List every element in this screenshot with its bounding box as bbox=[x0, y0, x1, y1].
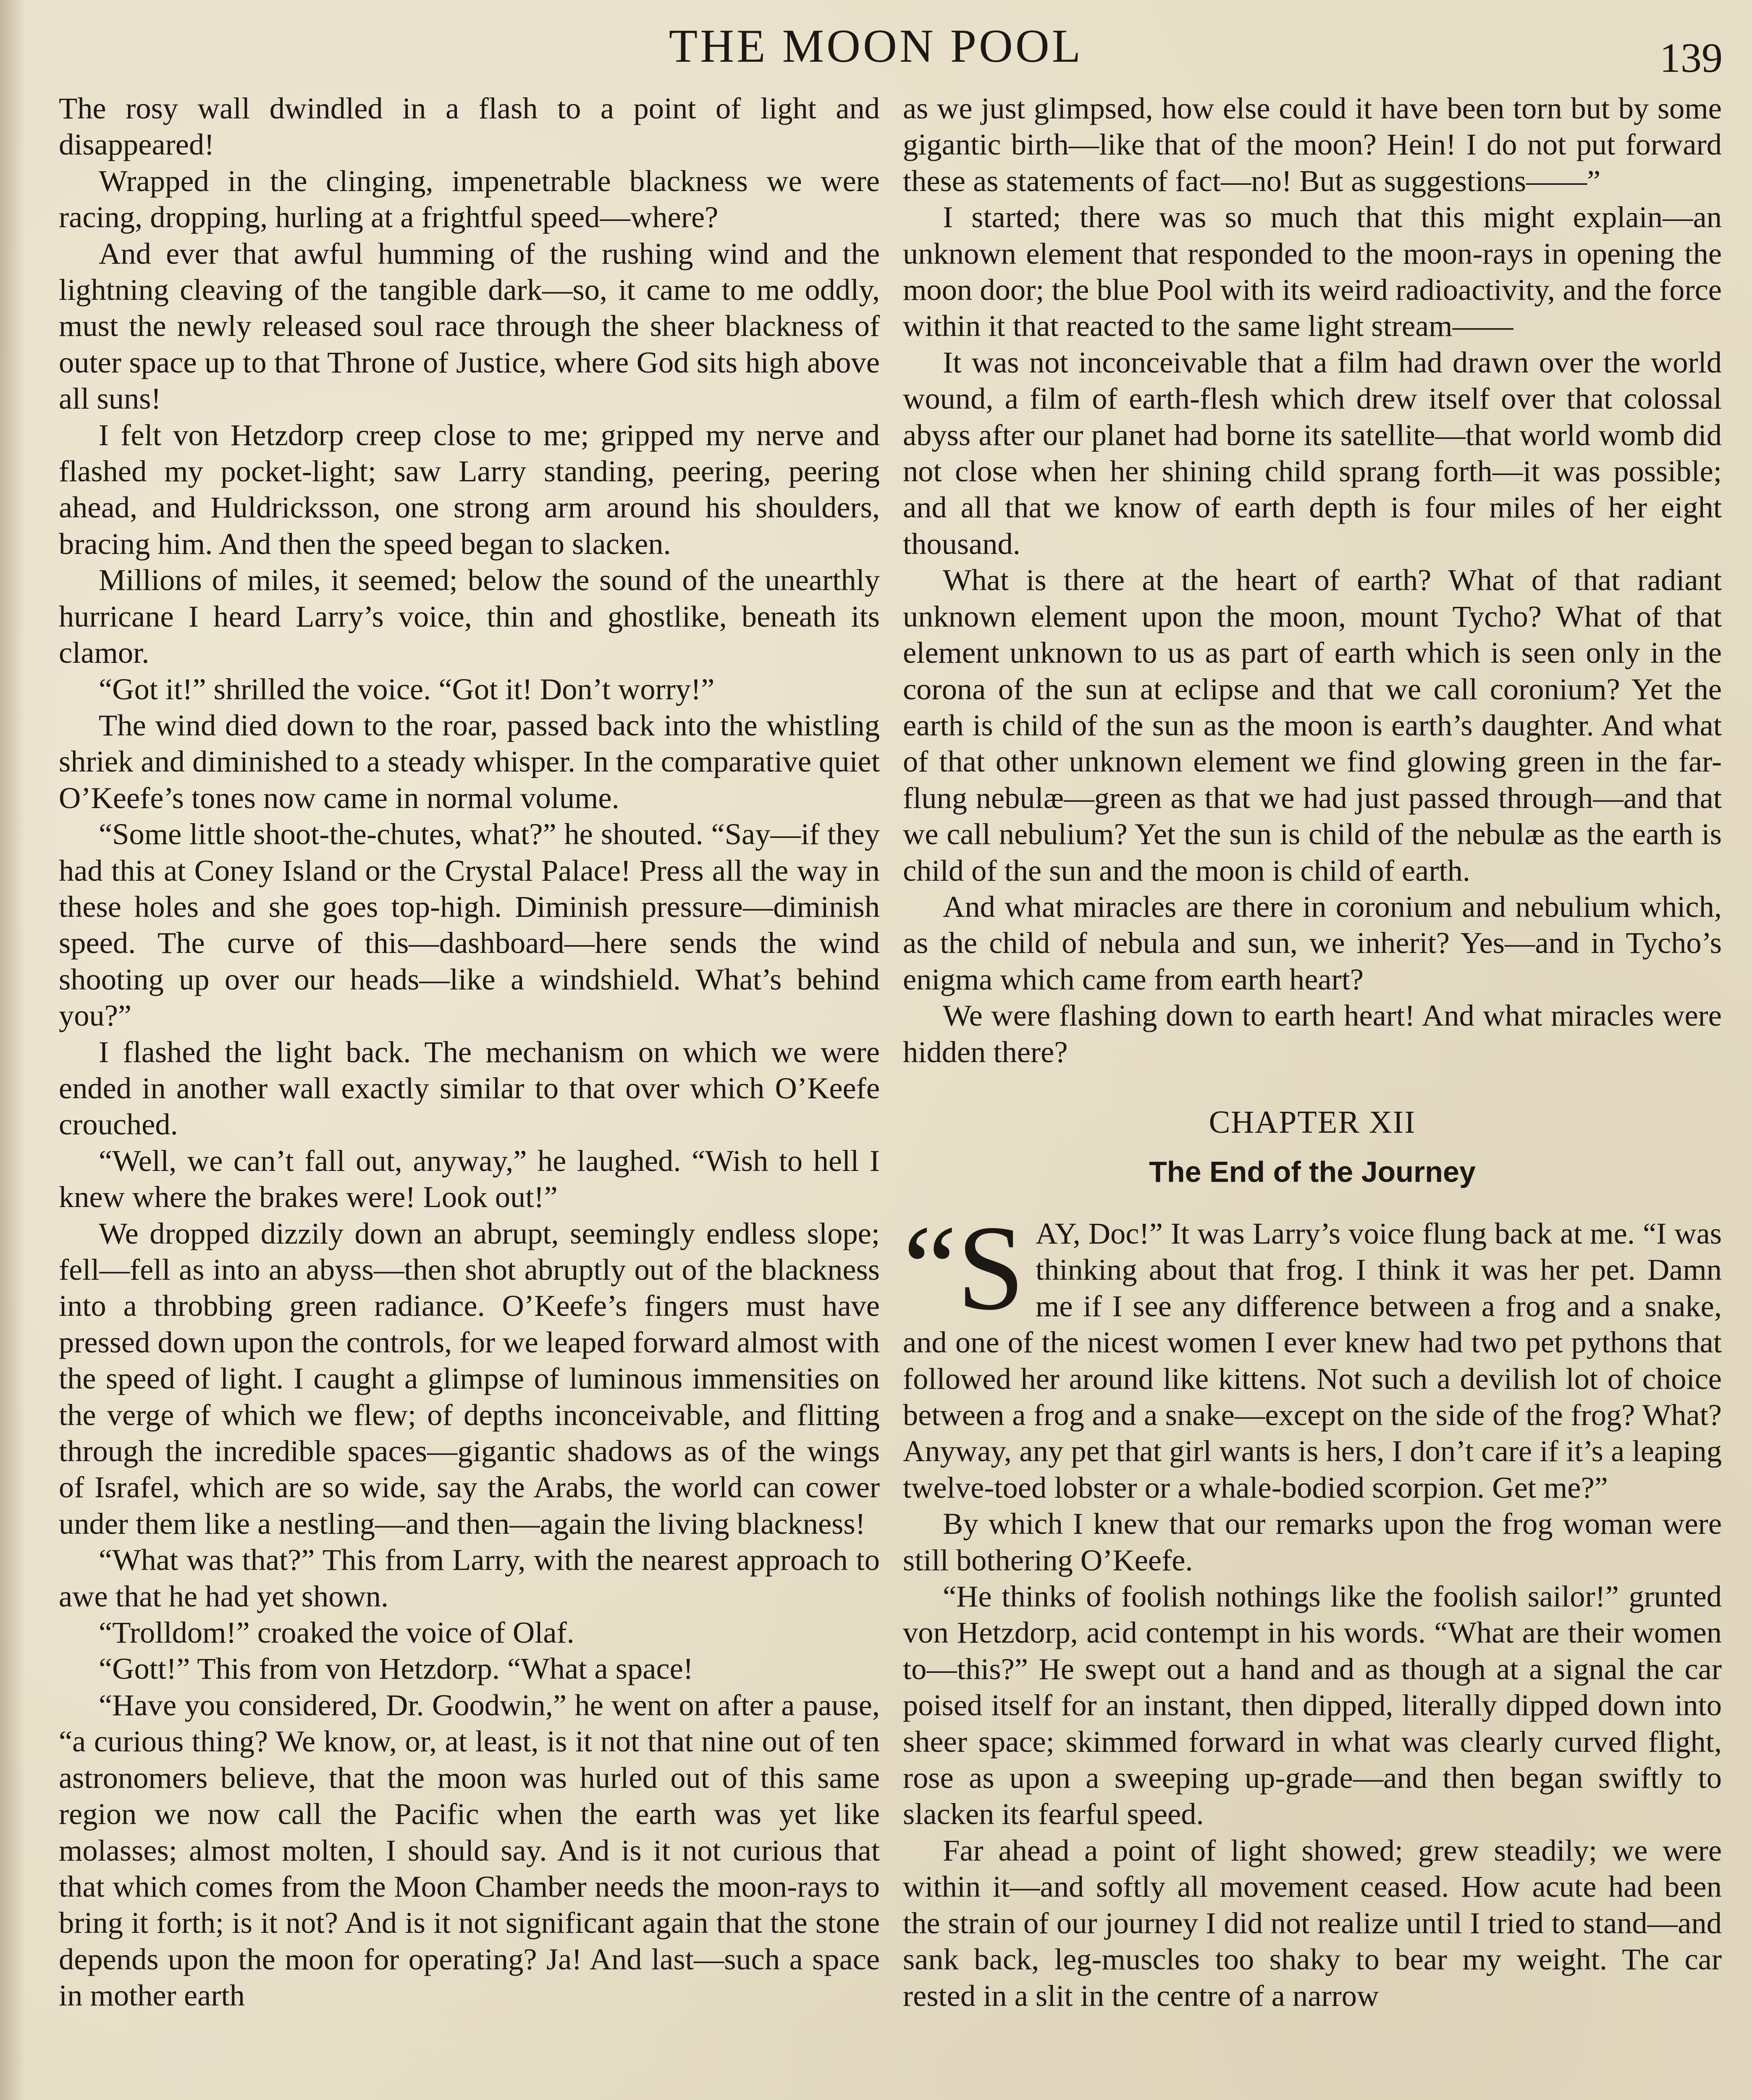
right-column bbox=[903, 90, 1722, 2014]
paragraph: It was not inconceivable that a film had drawn over the world wound, a film of earth-flesh which drew itself over that colossal abyss after our planet had borne its satellite—that world womb did not close when her shining child sprang forth—it was possible; and all that we know of earth depth is four miles of her eight thousand. bbox=[903, 345, 1722, 561]
paragraph: Far ahead a point of light showed; grew steadily; we were within it—and softly all movement ceased. How acute had been the strain of our journey I did not realize until I tried to stand—and sank back, leg-muscles too shaky to bear my weight. The car rested in a slit in the centre of a narrow bbox=[903, 1833, 1722, 2013]
paragraph: as we just glimpsed, how else could it have been torn but by some gigantic birth—like that of the moon? Hein! I do not put forward these as statements of fact—no! But as suggestions——” bbox=[903, 91, 1722, 198]
left-column bbox=[59, 90, 880, 2014]
chapter-opening-paragraph bbox=[903, 1200, 1722, 1506]
paragraph: “What was that?” This from Larry, with the nearest approach to awe that he had yet shown. bbox=[59, 1543, 880, 1613]
paragraph: I felt von Hetzdorp creep close to me; gripped my nerve and flashed my pocket-light; saw Larry standing, peering, peering ahead, and Huldricksson, one strong arm around his shoulders, bracing him. And then the speed began to slacken. bbox=[59, 417, 880, 561]
running-header-title: THE MOON POOL bbox=[669, 20, 1083, 72]
paragraph: We were flashing down to earth heart! And what miracles were hidden there? bbox=[903, 998, 1722, 1069]
paragraph: What is there at the heart of earth? What of that radiant unknown element upon the moon, mount Tycho? What of that element unknown to us as part of earth which is seen only in the corona of the sun at eclipse and that we call coronium? Yet the earth is child of the sun as the moon is earth’s daughter. And what of that other unknown element we find glowing green in the far-flung nebulæ—green as that we had just passed through—and that we call nebulium? Yet the sun is child of the nebulæ as the earth is child of the sun and the moon is child of earth. bbox=[903, 563, 1722, 887]
paragraph: We dropped dizzily down an abrupt, seemingly endless slope; fell—fell as into an abyss—then shot abruptly out of the blackness into a throbbing green radiance. O’Keefe’s fingers must have pressed down upon the controls, for we leaped forward almost with the speed of light. I caught a glimpse of luminous immensities on the verge of which we flew; of depths inconceivable, and flitting through the incredible spaces—gigantic shadows as of the wings of Israfel, which are so wide, say the Arabs, the world can cower under them like a nestling—and then—again the living blackness! bbox=[59, 1216, 880, 1541]
paragraph: “Trolldom!” croaked the voice of Olaf. bbox=[99, 1615, 574, 1650]
paragraph: And ever that awful humming of the rushing wind and the lightning cleaving of the tangible dark—so, it came to me oddly, must the newly released soul race through the sheer blackness of outer space up to that Throne of Justice, where God sits high above all suns! bbox=[59, 236, 880, 416]
paragraph: “Got it!” shrilled the voice. “Got it! Don’t worry!” bbox=[99, 672, 715, 706]
paragraph: I flashed the light back. The mechanism on which we were ended in another wall exactly similar to that over which O’Keefe crouched. bbox=[59, 1034, 880, 1142]
paragraph: Wrapped in the clinging, impenetrable blackness we were racing, dropping, hurling at a frightful speed—where? bbox=[59, 163, 880, 234]
page-number: 139 bbox=[1660, 34, 1723, 81]
chapter-heading: CHAPTER XII bbox=[1209, 1104, 1416, 1140]
chapter-subtitle: The End of the Journey bbox=[1149, 1155, 1476, 1188]
paragraph: “Gott!” This from von Hetzdorp. “What a space! bbox=[99, 1651, 693, 1686]
paragraph: And what miracles are there in coronium and nebulium which, as the child of nebula and sun, we inherit? Yes—and in Tycho’s enigma which came from earth heart? bbox=[903, 889, 1722, 996]
paragraph: The wind died down to the roar, passed back into the whistling shriek and diminished to a steady whisper. In the comparative quiet O’Keefe’s tones now came in normal volume. bbox=[59, 708, 880, 815]
paragraph: Millions of miles, it seemed; below the sound of the unearthly hurricane I heard Larry’s voice, thin and ghostlike, beneath its clamor. bbox=[59, 563, 880, 670]
paragraph: I started; there was so much that this might explain—an unknown element that responded to the moon-rays in opening the moon door; the blue Pool with its weird radioactivity, and the force within it that reacted to the same light stream—— bbox=[903, 200, 1722, 343]
paragraph: By which I knew that our remarks upon the frog woman were still bothering O’Keefe. bbox=[903, 1507, 1722, 1577]
opening-text: AY, Doc!” It was Larry’s voice flung back at me. “I was thinking about that frog. I think it was her pet. Damn me if I see any difference between a frog and a snake, and one of the nicest women I ever knew had two pet pythons that followed her around like kittens. Not such a devilish lot of choice between a frog and a snake—except on the side of the frog? What? Anyway, any pet that girl wants is hers, I don’t care if it’s a leaping twelve-toed lobster or a whale-bodied scorpion. Get me?” bbox=[903, 1216, 1722, 1504]
paragraph: “Have you considered, Dr. Goodwin,” he went on after a pause, “a curious thing? We know, or, at least, is it not that nine out of ten astronomers believe, that the moon was hurled out of this same region we now call the Pacific when the earth was yet like molasses; almost molten, I should say. And is it not curious that that which comes from the Moon Chamber needs the moon-rays to bring it forth; is it not? And is it not significant again that the stone depends upon the moon for operating? Ja! And last—such a space in mother earth bbox=[59, 1688, 880, 2013]
drop-cap: “S bbox=[903, 1200, 1025, 1335]
paragraph: “Some little shoot-the-chutes, what?” he shouted. “Say—if they had this at Coney Island or the Crystal Palace! Press all the way in these holes and she goes top-high. Diminish pressure—diminish speed. The curve of this—dashboard—here sends the wind shooting up over our heads—like a windshield. What’s behind you?” bbox=[59, 817, 880, 1033]
paragraph: The rosy wall dwindled in a flash to a point of light and disappeared! bbox=[59, 91, 880, 162]
paragraph: “Well, we can’t fall out, anyway,” he laughed. “Wish to hell I knew where the brakes were! Look out!” bbox=[59, 1143, 880, 1214]
paragraph: “He thinks of foolish nothings like the foolish sailor!” grunted von Hetzdorp, acid contempt in his words. “What are their women to—this?” He swept out a hand and as though at a signal the car poised itself for an instant, then dipped, literally dipped down into sheer space; skimmed forward in what was clearly curved flight, rose as upon a sweeping up-grade—and then began swiftly to slacken its fearful speed. bbox=[903, 1579, 1722, 1831]
page-binding-shadow bbox=[0, 0, 25, 2100]
